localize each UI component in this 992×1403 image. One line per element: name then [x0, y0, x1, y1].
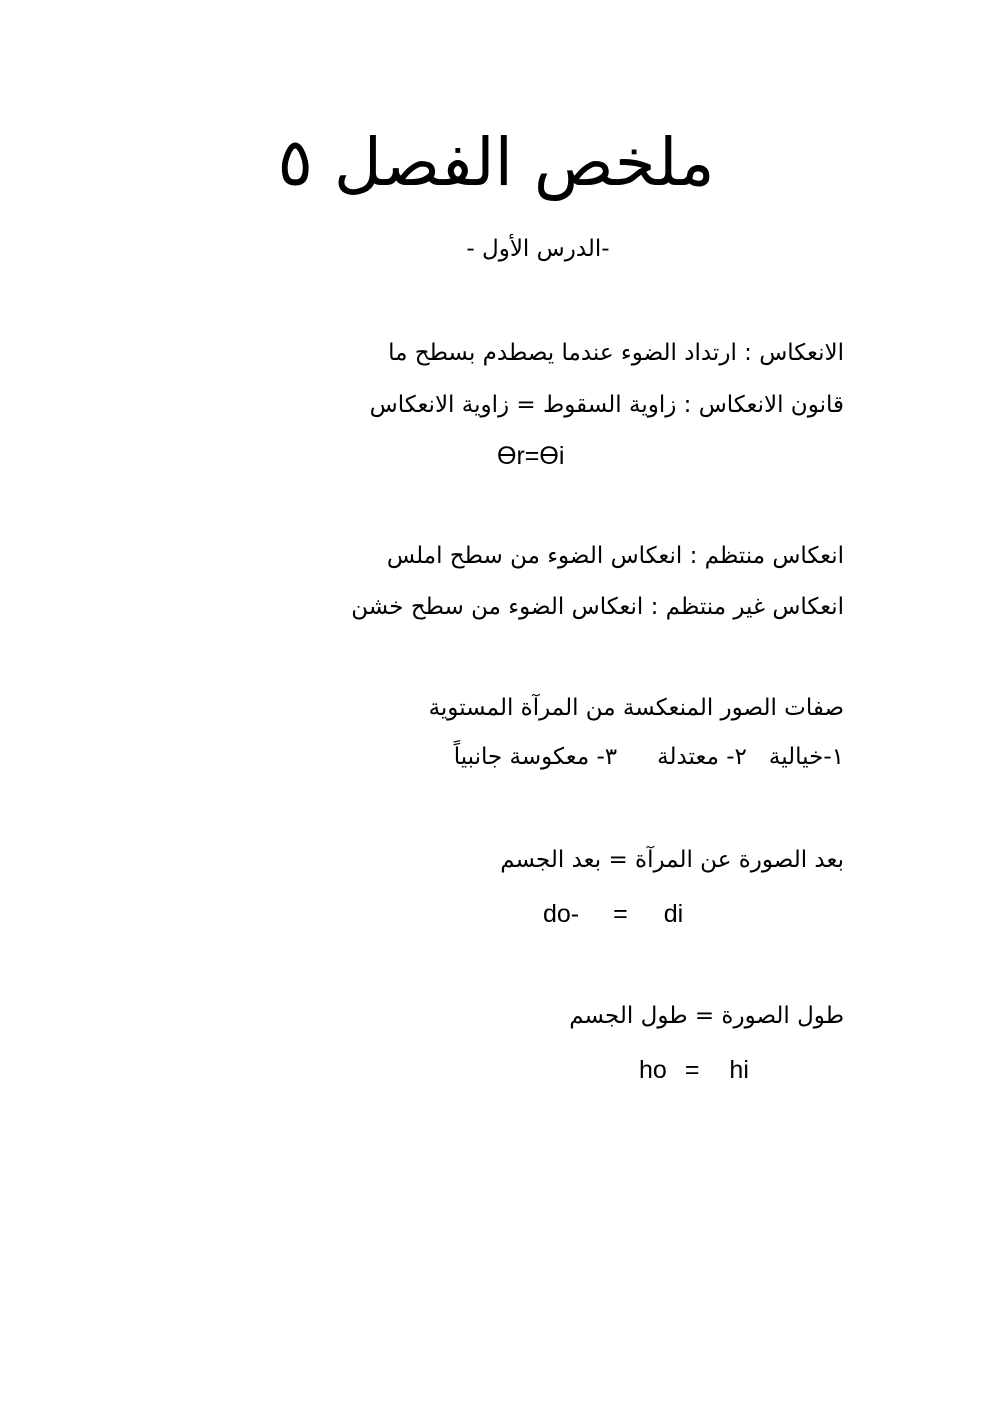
distance-rule: بعد الصورة عن المرآة = بعد الجسم: [500, 847, 844, 873]
property-item-2: ٢- معتدلة: [657, 744, 747, 770]
diffuse-reflection: انعكاس غير منتظم : انعكاس الضوء من سطح خشن: [351, 594, 844, 620]
height-formula: [639, 1058, 749, 1083]
height-rule: طول الصورة = طول الجسم: [569, 1003, 844, 1029]
regular-reflection: انعكاس منتظم : انعكاس الضوء من سطح املس: [386, 543, 844, 569]
reflection-law: قانون الانعكاس : زاوية السقوط = زاوية الانعكاس: [369, 392, 844, 418]
page-title: ملخص الفصل ٥: [277, 124, 715, 201]
property-item-1: ١-خيالية: [768, 744, 844, 770]
height-object: ho: [639, 1056, 667, 1084]
lesson-subtitle: -الدرس الأول -: [466, 236, 610, 262]
reflection-law-formula: Ɵr=Ɵi: [497, 442, 565, 470]
distance-image: di: [663, 900, 684, 928]
plane-mirror-heading: صفات الصور المنعكسة من المرآة المستوية: [428, 695, 844, 721]
distance-equals: =: [613, 900, 628, 928]
plane-mirror-properties: [454, 746, 844, 769]
height-equals: =: [684, 1056, 700, 1084]
distance-formula: [543, 902, 683, 927]
distance-object: do-: [543, 900, 580, 928]
reflection-definition: الانعكاس : ارتداد الضوء عندما يصطدم بسطح ما: [388, 340, 844, 366]
property-item-3: ٣- معكوسة جانبياً: [453, 744, 618, 770]
height-image: hi: [729, 1056, 749, 1084]
